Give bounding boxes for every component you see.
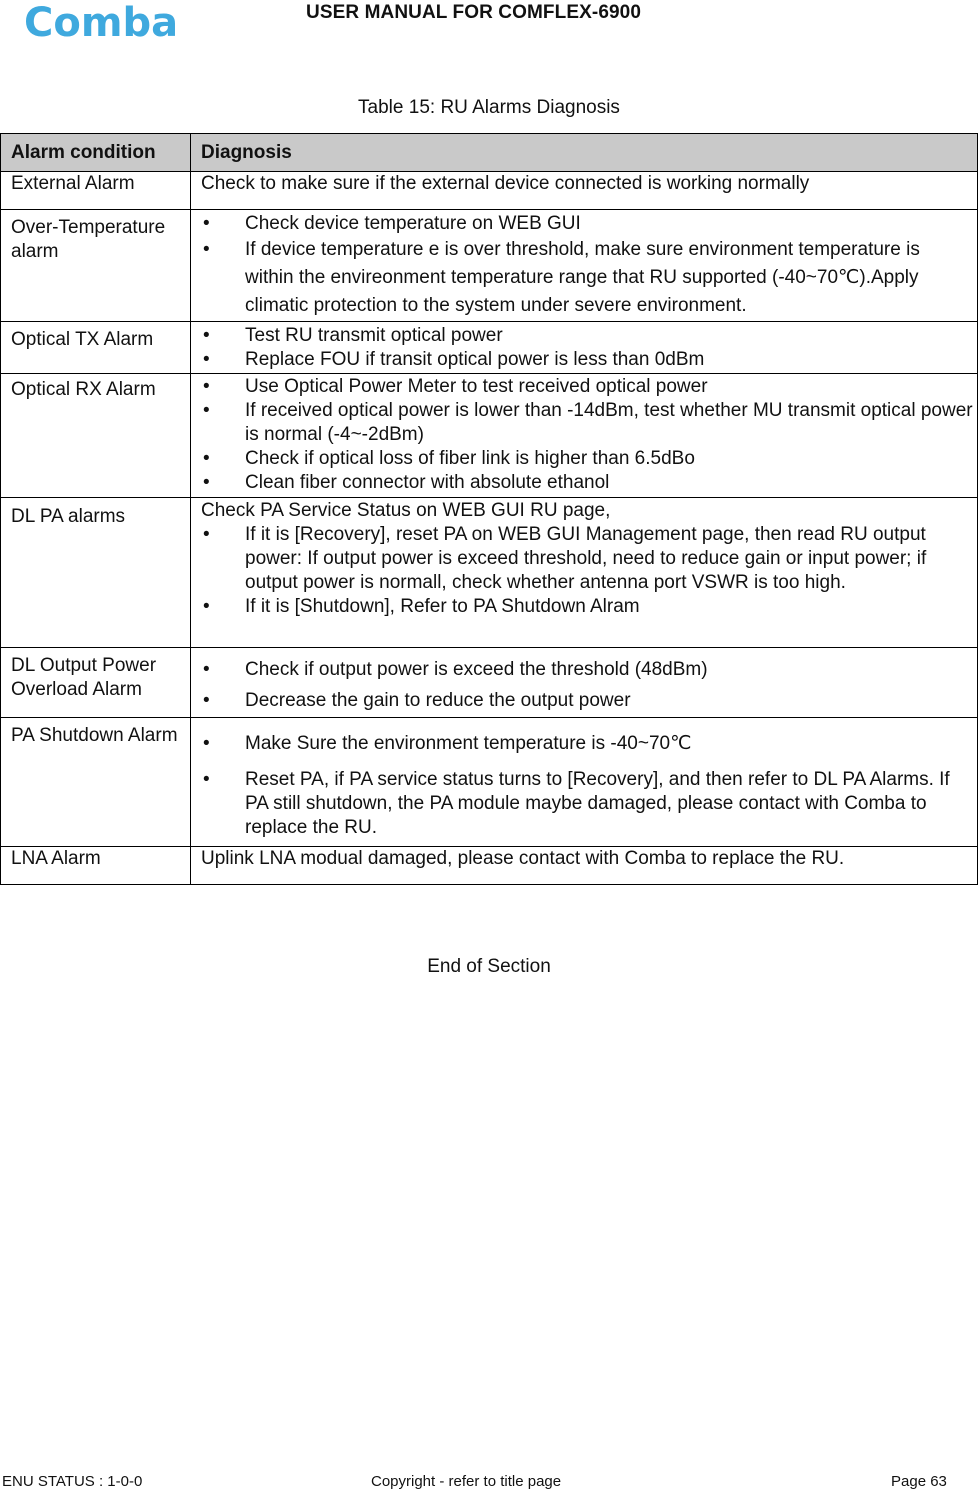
diagnosis-item: • Check if output power is exceed the threshold (48dBm): [201, 654, 973, 685]
diagnosis-item: • If received optical power is lower than -14dBm, test whether MU transmit optical power is normal (-4~-2dBm): [201, 399, 973, 447]
table-row: [1, 498, 978, 648]
diagnosis-item: • Clean fiber connector with absolute ethanol: [201, 471, 973, 495]
alarms-table: [0, 133, 978, 885]
diagnosis-item: • Check device temperature on WEB GUI: [201, 212, 973, 236]
alarm-condition: Optical TX Alarm: [1, 322, 191, 374]
table-header-row: [1, 134, 978, 172]
diagnosis-item: • Test RU transmit optical power: [201, 324, 973, 348]
diagnosis-list: [201, 654, 973, 716]
diagnosis-item: • Check if optical loss of fiber link is higher than 6.5dBo: [201, 447, 973, 471]
table-row: [1, 210, 978, 322]
diagnosis-list: [201, 324, 973, 372]
column-header-diagnosis: Diagnosis: [191, 134, 978, 172]
alarm-condition: DL PA alarms: [1, 498, 191, 648]
table-row: [1, 847, 978, 885]
diagnosis-list: [201, 732, 973, 840]
alarm-condition: DL Output Power Overload Alarm: [1, 648, 191, 718]
diagnosis-item: • If device temperature e is over threshold, make sure environment temperature is within the envireonment temperature range that RU supported (-40~70℃).Apply climatic protection to the system under severe environment.: [201, 236, 973, 320]
alarm-condition: External Alarm: [1, 172, 191, 210]
diagnosis-item: • If it is [Shutdown], Refer to PA Shutdown Alram: [201, 595, 973, 619]
diagnosis-intro: Check PA Service Status on WEB GUI RU page,: [201, 500, 611, 521]
alarm-condition: Over-Temperature alarm: [1, 210, 191, 322]
diagnosis-item: • Make Sure the environment temperature is -40~70℃: [201, 732, 973, 756]
diagnosis-text: Check to make sure if the external device connected is working normally: [191, 172, 978, 210]
footer-status: ENU STATUS : 1-0-0: [2, 1473, 143, 1490]
table-row: [1, 374, 978, 498]
table-row: [1, 718, 978, 847]
diagnosis-list: [201, 375, 973, 495]
diagnosis-cell: [191, 718, 978, 847]
table-row: [1, 322, 978, 374]
diagnosis-list: [201, 523, 973, 619]
diagnosis-text: Uplink LNA modual damaged, please contact with Comba to replace the RU.: [191, 847, 978, 885]
diagnosis-cell: [191, 648, 978, 718]
end-of-section: End of Section: [427, 956, 551, 977]
diagnosis-item: • If it is [Recovery], reset PA on WEB GUI Management page, then read RU output power: If output power is exceed threshold, need to reduce gain or input power; if output power is normall, check whether antenna port VSWR is too high.: [201, 523, 973, 595]
diagnosis-cell: [191, 374, 978, 498]
diagnosis-item: • Replace FOU if transit optical power is less than 0dBm: [201, 348, 973, 372]
column-header-condition: Alarm condition: [1, 134, 191, 172]
diagnosis-list: [201, 212, 973, 320]
diagnosis-item: • Use Optical Power Meter to test received optical power: [201, 375, 973, 399]
diagnosis-cell: [191, 210, 978, 322]
table-row: [1, 172, 978, 210]
diagnosis-item: • Decrease the gain to reduce the output power: [201, 685, 973, 716]
diagnosis-item: • Reset PA, if PA service status turns to [Recovery], and then refer to DL PA Alarms. If PA still shutdown, the PA module maybe damaged, please contact with Comba to replace the RU.: [201, 768, 973, 840]
footer-page-number: Page 63: [891, 1473, 947, 1490]
diagnosis-cell: [191, 498, 978, 648]
table-row: [1, 648, 978, 718]
alarm-condition: LNA Alarm: [1, 847, 191, 885]
alarm-condition: PA Shutdown Alarm: [1, 718, 191, 847]
footer-copyright: Copyright - refer to title page: [371, 1473, 562, 1490]
document-title: USER MANUAL FOR COMFLEX-6900: [306, 2, 641, 23]
comba-logo: [22, 2, 212, 42]
diagnosis-cell: [191, 322, 978, 374]
table-caption: Table 15: RU Alarms Diagnosis: [358, 97, 620, 118]
logo-wordmark: Comba: [24, 2, 179, 42]
alarm-condition: Optical RX Alarm: [1, 374, 191, 498]
